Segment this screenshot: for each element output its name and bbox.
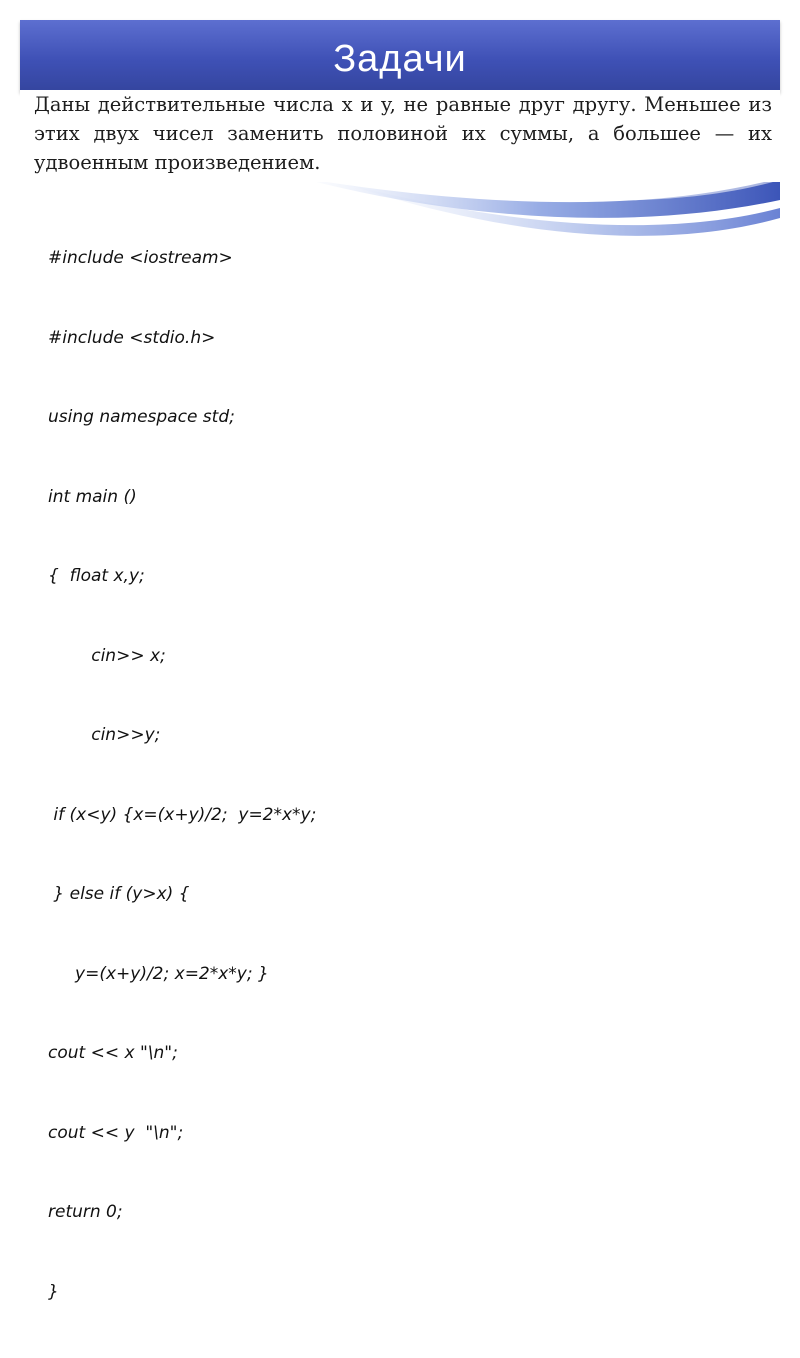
code-line: using namespace std; — [48, 407, 235, 427]
code-line: return 0; — [48, 1202, 123, 1222]
code-listing — [48, 192, 478, 1358]
code-line: cout << y "\n"; — [48, 1122, 184, 1143]
code-line: { float x,y; — [48, 566, 145, 586]
code-line: #include <iostream> — [48, 248, 233, 268]
problem-text: Даны действительные числа x и y, не равные друг другу. Меньшее из этих двух чисел заменить половиной их суммы, а большее — их удвоенным произведением. — [34, 93, 772, 174]
code-line: } — [48, 1281, 59, 1302]
code-line: y=(x+y)/2; x=2*x*y; } — [48, 963, 269, 984]
code-line: } else if (y>x) { — [48, 884, 190, 904]
problem-statement — [20, 90, 780, 182]
code-line: #include <stdio.h> — [48, 327, 216, 348]
code-line: cin>> x; — [48, 645, 166, 666]
title-banner — [20, 20, 780, 92]
code-line: cin>>y; — [48, 725, 161, 745]
code-line: if (x<y) {x=(x+y)/2; y=2*x*y; — [48, 804, 317, 825]
code-line: int main () — [48, 486, 137, 507]
code-line: cout << x "\n"; — [48, 1043, 178, 1063]
slide-title: Задачи — [333, 37, 467, 80]
